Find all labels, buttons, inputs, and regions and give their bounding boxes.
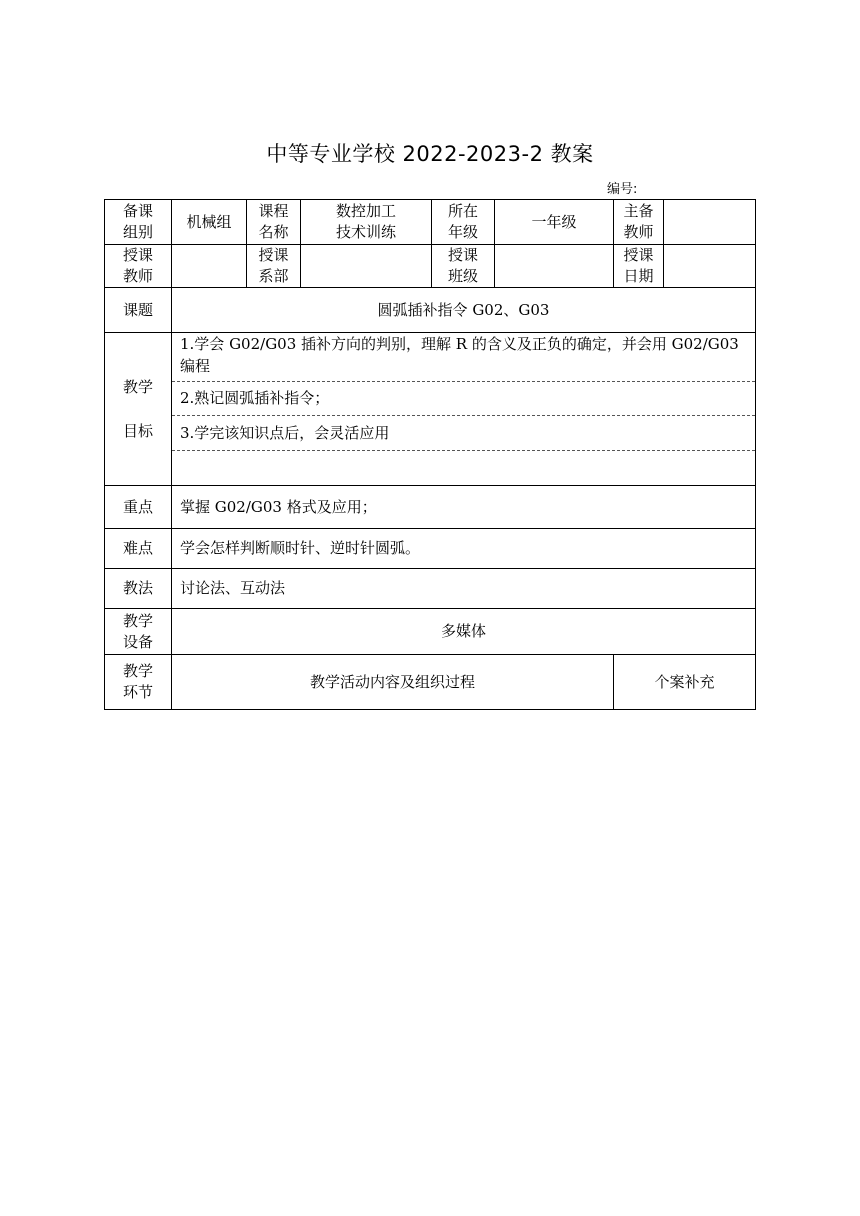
code-label: 编号: xyxy=(607,182,638,197)
equipment-label: 教学 设备 xyxy=(105,609,172,655)
process-content-header: 教学活动内容及组织过程 xyxy=(172,655,614,710)
row-topic xyxy=(105,288,756,333)
row-course-info xyxy=(105,200,756,245)
lead-teacher-label: 主备 教师 xyxy=(614,200,664,245)
row-goals xyxy=(105,333,756,486)
goals-label: 教学 目标 xyxy=(105,333,172,486)
goal-item[interactable]: 2.熟记圆弧插补指令； xyxy=(172,382,755,416)
row-key-point xyxy=(105,486,756,529)
class-value[interactable] xyxy=(495,245,614,288)
goal-item[interactable] xyxy=(172,451,755,485)
row-difficulty xyxy=(105,529,756,569)
goals-list xyxy=(172,333,756,486)
date-label: 授课 日期 xyxy=(614,245,664,288)
dept-label: 授课 系部 xyxy=(247,245,301,288)
topic-label: 课题 xyxy=(105,288,172,333)
grade-label: 所在 年级 xyxy=(432,200,495,245)
equipment-value[interactable]: 多媒体 xyxy=(172,609,756,655)
row-equipment xyxy=(105,609,756,655)
key-point-label: 重点 xyxy=(105,486,172,529)
group-value[interactable]: 机械组 xyxy=(172,200,247,245)
grade-value[interactable]: 一年级 xyxy=(495,200,614,245)
difficulty-label: 难点 xyxy=(105,529,172,569)
method-value[interactable]: 讨论法、互动法 xyxy=(172,569,756,609)
lesson-plan-table xyxy=(104,199,756,710)
goal-item[interactable]: 1.学会 G02/G03 插补方向的判别，理解 R 的含义及正负的确定，并会用 G02/G03 编程 xyxy=(172,333,755,382)
difficulty-value[interactable]: 学会怎样判断顺时针、逆时针圆弧。 xyxy=(172,529,756,569)
row-method xyxy=(105,569,756,609)
topic-value[interactable]: 圆弧插补指令 G02、G03 xyxy=(172,288,756,333)
teacher-value[interactable] xyxy=(172,245,247,288)
key-point-value[interactable]: 掌握 G02/G03 格式及应用； xyxy=(172,486,756,529)
process-label: 教学 环节 xyxy=(105,655,172,710)
lead-teacher-value[interactable] xyxy=(664,200,756,245)
dept-value[interactable] xyxy=(301,245,432,288)
class-label: 授课 班级 xyxy=(432,245,495,288)
process-supplement-header: 个案补充 xyxy=(614,655,756,710)
row-teaching-info xyxy=(105,245,756,288)
method-label: 教法 xyxy=(105,569,172,609)
group-label: 备课 组别 xyxy=(105,200,172,245)
teacher-label: 授课 教师 xyxy=(105,245,172,288)
course-value[interactable]: 数控加工 技术训练 xyxy=(301,200,432,245)
row-process xyxy=(105,655,756,710)
date-value[interactable] xyxy=(664,245,756,288)
course-label: 课程 名称 xyxy=(247,200,301,245)
goal-item[interactable]: 3.学完该知识点后，会灵活应用 xyxy=(172,416,755,451)
page-title: 中等专业学校 2022-2023-2 教案 xyxy=(266,142,594,166)
